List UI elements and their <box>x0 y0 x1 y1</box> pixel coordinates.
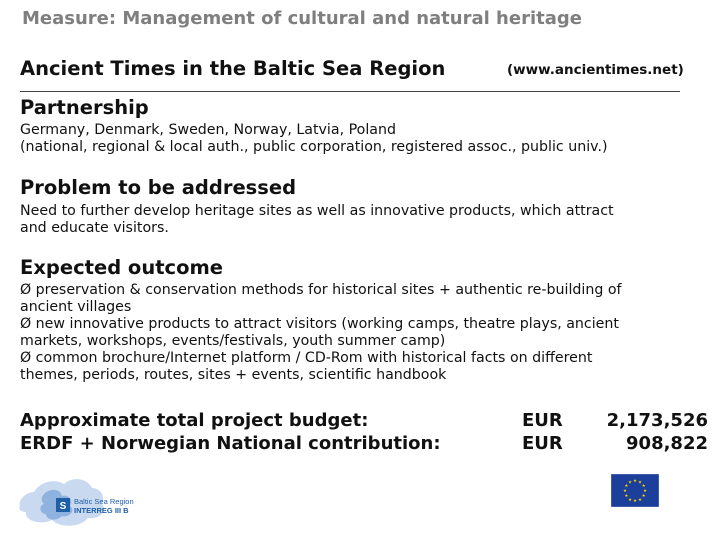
measure-title: Measure: Management of cultural and natural heritage <box>22 8 582 29</box>
divider <box>20 91 680 92</box>
outcome-text <box>20 282 710 384</box>
eu-star-icon: ★ <box>637 497 643 503</box>
budget-values <box>580 409 708 455</box>
eu-star-icon: ★ <box>624 494 629 500</box>
partnership-text <box>20 122 710 156</box>
eu-flag-icon <box>611 474 659 507</box>
logo-text-line: Baltic Sea Region <box>74 497 134 506</box>
eu-star-icon: ★ <box>637 480 643 486</box>
partnership-line: (national, regional & local auth., public corporation, registered assoc., public univ.) <box>20 139 608 155</box>
outcome-line: themes, periods, routes, sites + events, scientific handbook <box>20 367 447 383</box>
outcome-line: ancient villages <box>20 299 132 315</box>
total-currency: EUR <box>522 410 563 431</box>
erdf-budget-value: 908,822 <box>626 433 708 454</box>
eu-star-icon: ★ <box>641 494 646 500</box>
outcome-line: Ø new innovative products to attract visitors (working camps, theatre plays, ancient <box>20 316 619 332</box>
problem-line: Need to further develop heritage sites as well as innovative products, which attract <box>20 203 614 219</box>
eu-star-icon: ★ <box>624 484 629 490</box>
budget-currency <box>522 409 563 455</box>
outcome-heading: Expected outcome <box>20 256 224 279</box>
project-url: (www.ancientimes.net) <box>507 62 684 78</box>
svg-text:S: S <box>59 501 67 512</box>
eu-star-icon: ★ <box>627 497 633 503</box>
eu-star-icon: ★ <box>642 489 648 495</box>
logo-text-line: INTERREG III B <box>74 506 129 515</box>
outcome-line: Ø preservation & conservation methods for historical sites + authentic re-building of <box>20 282 622 298</box>
budget-labels <box>20 409 441 455</box>
baltic-sea-region-logo <box>14 470 174 534</box>
partnership-line: Germany, Denmark, Sweden, Norway, Latvia, Poland <box>20 122 396 138</box>
eu-star-icon: ★ <box>627 480 633 486</box>
erdf-budget-label: ERDF + Norwegian National contribution: <box>20 433 441 454</box>
outcome-line: markets, workshops, events/festivals, youth summer camp) <box>20 333 446 349</box>
problem-text <box>20 203 710 237</box>
total-budget-value: 2,173,526 <box>606 410 708 431</box>
eu-star-icon: ★ <box>641 484 646 490</box>
eu-star-icon: ★ <box>622 489 628 495</box>
erdf-currency: EUR <box>522 433 563 454</box>
partnership-heading: Partnership <box>20 96 149 119</box>
eu-star-icon: ★ <box>632 479 638 485</box>
problem-line: and educate visitors. <box>20 220 169 236</box>
eu-star-icon: ★ <box>632 499 638 505</box>
project-title: Ancient Times in the Baltic Sea Region <box>20 57 446 80</box>
problem-heading: Problem to be addressed <box>20 176 297 199</box>
total-budget-label: Approximate total project budget: <box>20 410 369 431</box>
outcome-line: Ø common brochure/Internet platform / CD-Rom with historical facts on different <box>20 350 593 366</box>
